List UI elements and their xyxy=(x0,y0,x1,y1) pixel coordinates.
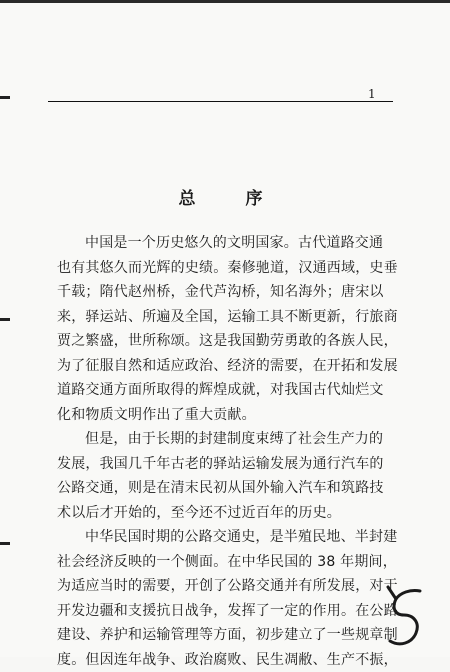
text-line: 道路交通方面所取得的辉煌成就，对我国古代灿烂文 xyxy=(57,378,393,403)
paragraph xyxy=(57,231,393,427)
text-line: 化和物质文明作出了重大贡献。 xyxy=(57,403,393,428)
scan-edge-mark xyxy=(0,318,10,321)
text-line: 贾之繁盛，世所称颂。这是我国勤劳勇敢的各族人民， xyxy=(57,329,393,354)
text-line: 术以后才开始的，至今还不过近百年的历史。 xyxy=(57,501,393,526)
scan-edge-mark xyxy=(0,96,10,99)
text-line: 也有其悠久而光辉的史绩。秦修驰道，汉通西域，史垂 xyxy=(57,256,393,281)
paragraph xyxy=(57,427,393,525)
page-title: 总 序 xyxy=(48,184,393,209)
text-line: 但是，由于长期的封建制度束缚了社会生产力的 xyxy=(57,427,393,452)
text-line: 度。但因连年战争、政治腐败、民生凋敝、生产不振， xyxy=(57,648,393,672)
header-rule xyxy=(48,101,393,102)
text-line: 为适应当时的需要，开创了公路交通并有所发展，对于 xyxy=(57,574,393,599)
text-line: 千载；隋代赵州桥，金代芦沟桥，知名海外；唐宋以 xyxy=(57,280,393,305)
text-line: 开发边疆和支援抗日战争，发挥了一定的作用。在公路 xyxy=(57,599,393,624)
scan-edge-mark xyxy=(0,542,10,545)
paragraph xyxy=(57,525,393,672)
text-line: 社会经济反映的一个侧面。在中华民国的 38 年期间， xyxy=(57,550,393,575)
page-number: 1 xyxy=(368,87,376,101)
text-line: 为了征服自然和适应政治、经济的需要，在开拓和发展 xyxy=(57,354,393,379)
scan-top-edge xyxy=(0,0,450,3)
text-line: 中华民国时期的公路交通史，是半殖民地、半封建 xyxy=(57,525,393,550)
text-line: 建设、养护和运输管理等方面，初步建立了一些规章制 xyxy=(57,623,393,648)
text-line: 公路交通，则是在清末民初从国外输入汽车和筑路技 xyxy=(57,476,393,501)
text-line: 来，驿运站、所遍及全国，运输工具不断更新，行旅商 xyxy=(57,305,393,330)
text-line: 发展，我国几千年古老的驿站运输发展为通行汽车的 xyxy=(57,452,393,477)
text-line: 中国是一个历史悠久的文明国家。古代道路交通 xyxy=(57,231,393,256)
handwritten-mark xyxy=(380,585,432,651)
body-text xyxy=(57,231,393,672)
